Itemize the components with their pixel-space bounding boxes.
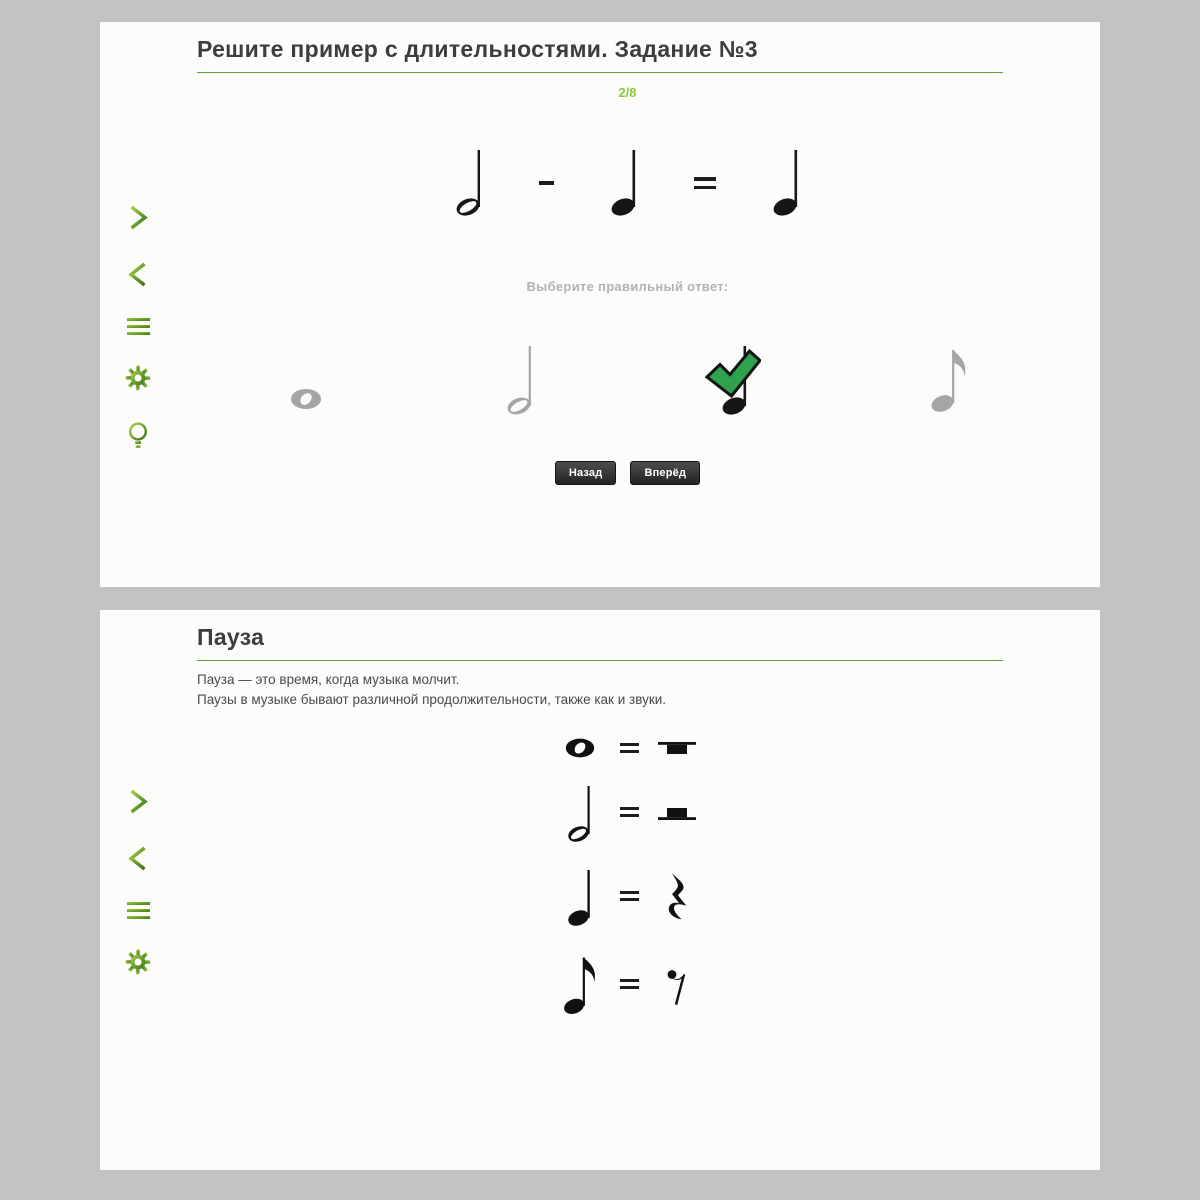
equals-operator	[694, 177, 716, 189]
equivalence-row-half	[557, 783, 698, 843]
lightbulb-icon[interactable]	[127, 421, 149, 451]
lesson-text	[197, 670, 1003, 709]
duration-equation	[155, 146, 1100, 218]
menu-icon[interactable]	[127, 902, 150, 919]
gear-icon[interactable]	[125, 949, 151, 975]
whole-rest-icon	[656, 741, 698, 756]
option-eighth-note[interactable]	[904, 339, 994, 417]
page-title: Пауза	[197, 624, 265, 650]
whole-note-icon	[557, 737, 603, 759]
equals-operator	[620, 979, 639, 989]
chevron-left-icon[interactable]	[127, 261, 149, 288]
eighth-note-icon	[926, 345, 972, 413]
option-quarter-note[interactable]	[690, 339, 780, 417]
eighth-note-icon	[557, 951, 603, 1017]
lesson-text-line: Паузы в музыке бывают различной продолжительности, также как и звуки.	[197, 691, 667, 707]
equivalence-row-eighth	[557, 951, 698, 1017]
title-divider	[197, 660, 1003, 661]
gear-icon[interactable]	[125, 365, 151, 391]
theory-panel	[100, 610, 1100, 1170]
title-divider	[197, 72, 1003, 73]
half-rest-icon	[656, 808, 698, 821]
quarter-note-icon	[557, 867, 603, 927]
quarter-note-icon	[604, 146, 644, 218]
chevron-left-icon[interactable]	[127, 845, 149, 872]
quarter-note-icon	[766, 146, 806, 218]
eighth-rest-icon	[656, 966, 698, 1008]
note-rest-equivalences	[155, 737, 1100, 1017]
minus-operator	[539, 181, 554, 185]
forward-button[interactable]: Вперёд	[630, 461, 700, 485]
chevron-right-icon[interactable]	[127, 788, 149, 815]
back-button[interactable]: Назад	[555, 461, 617, 485]
equals-operator	[620, 891, 639, 901]
correct-check-icon	[703, 346, 761, 400]
equivalence-row-quarter	[557, 867, 698, 927]
chevron-right-icon[interactable]	[127, 204, 149, 231]
sidebar-rail	[125, 788, 151, 975]
navigation	[155, 461, 1100, 485]
answer-options	[261, 339, 995, 417]
whole-note-icon	[289, 387, 323, 411]
sidebar-rail	[125, 204, 151, 451]
page-title: Решите пример с длительностями. Задание №3	[197, 36, 758, 62]
lesson-text-line: Пауза — это время, когда музыка молчит.	[197, 672, 460, 687]
equivalence-row-whole	[557, 737, 698, 759]
half-note-icon	[557, 783, 603, 843]
equals-operator	[620, 743, 639, 753]
option-whole-note[interactable]	[261, 339, 351, 417]
quarter-rest-icon	[656, 873, 698, 925]
answer-prompt: Выберите правильный ответ:	[526, 279, 729, 294]
quarter-note-icon	[715, 343, 755, 417]
exercise-panel	[100, 22, 1100, 587]
half-note-icon	[449, 146, 489, 218]
menu-icon[interactable]	[127, 318, 150, 335]
equals-operator	[620, 807, 639, 817]
progress-counter: 2/8	[618, 85, 637, 100]
option-half-note[interactable]	[475, 339, 565, 417]
half-note-icon	[500, 343, 540, 417]
